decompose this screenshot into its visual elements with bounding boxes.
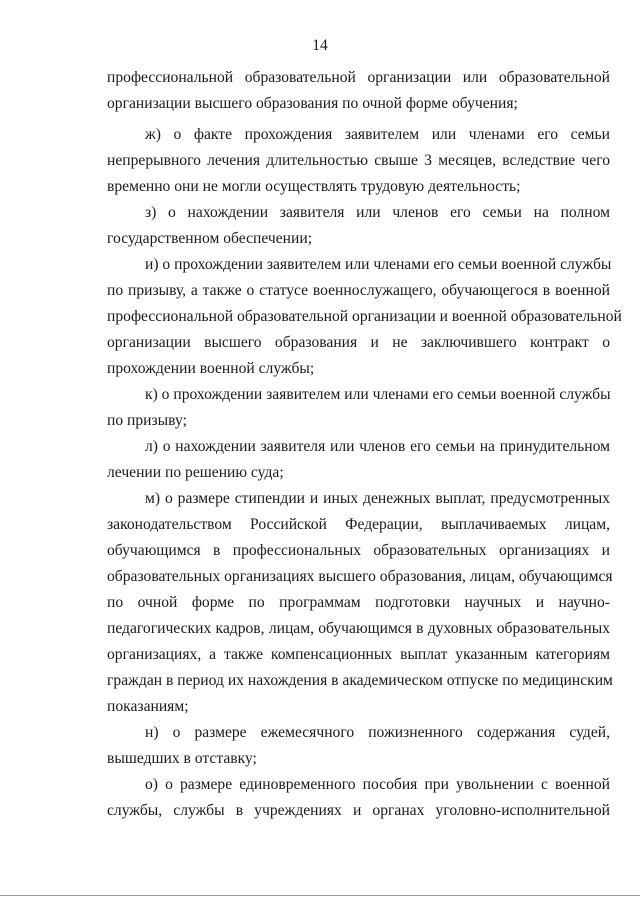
text-line: профессиональной образовательной организации и военной образовательной <box>107 308 622 325</box>
text-line: организации высшего образования по очной форме обучения; <box>107 95 518 112</box>
text-line: обучающимся в профессиональных образовательных организациях и <box>107 542 610 559</box>
text-line: по призыву, а также о статусе военнослужащего, обучающегося в военной <box>107 282 610 299</box>
text-line: о) о размере единовременного пособия при увольнении с военной <box>145 776 610 793</box>
text-line: организации высшего образования и не заключившего контракт о <box>107 334 610 351</box>
text-line: образовательных организациях высшего образования, лицам, обучающимся <box>107 568 613 585</box>
text-line: по призыву; <box>107 412 187 429</box>
text-line: педагогических кадров, лицам, обучающимся в духовных образовательных <box>107 620 610 637</box>
text-line: временно они не могли осуществлять трудовую деятельность; <box>107 178 521 195</box>
text-line: профессиональной образовательной организации или образовательной <box>107 69 610 86</box>
text-line: государственном обеспечении; <box>107 230 313 247</box>
text-line: ж) о факте прохождения заявителем или членами его семьи <box>145 126 610 143</box>
text-line: показаниям; <box>107 698 189 715</box>
text-line: граждан в период их нахождения в академическом отпуске по медицинским <box>107 672 613 689</box>
text-line: и) о прохождении заявителем или членами его семьи военной службы <box>145 256 612 273</box>
text-line: службы, службы в учреждениях и органах уголовно-исполнительной <box>107 802 610 819</box>
text-line: н) о размере ежемесячного пожизненного содержания судей, <box>145 724 610 741</box>
text-line: лечении по решению суда; <box>107 464 284 481</box>
text-line: по очной форме по программам подготовки научных и научно- <box>107 594 610 611</box>
text-line: м) о размере стипендии и иных денежных выплат, предусмотренных <box>145 490 610 507</box>
text-line: законодательством Российской Федерации, выплачиваемых лицам, <box>107 516 610 533</box>
text-line: вышедших в отставку; <box>107 750 257 767</box>
page-bottom-rule <box>0 895 640 896</box>
text-line: к) о прохождении заявителем или членами его семьи военной службы <box>145 386 611 403</box>
text-line: непрерывного лечения длительностью свыше 3 месяцев, вследствие чего <box>107 152 610 169</box>
text-line: организациях, а также компенсационных выплат указанным категориям <box>107 646 610 663</box>
text-line: л) о нахождении заявителя или членов его семьи на принудительном <box>145 438 610 455</box>
text-line: прохождении военной службы; <box>107 360 315 377</box>
text-line: з) о нахождении заявителя или членов его семьи на полном <box>145 204 610 221</box>
page-number: 14 <box>312 37 328 54</box>
